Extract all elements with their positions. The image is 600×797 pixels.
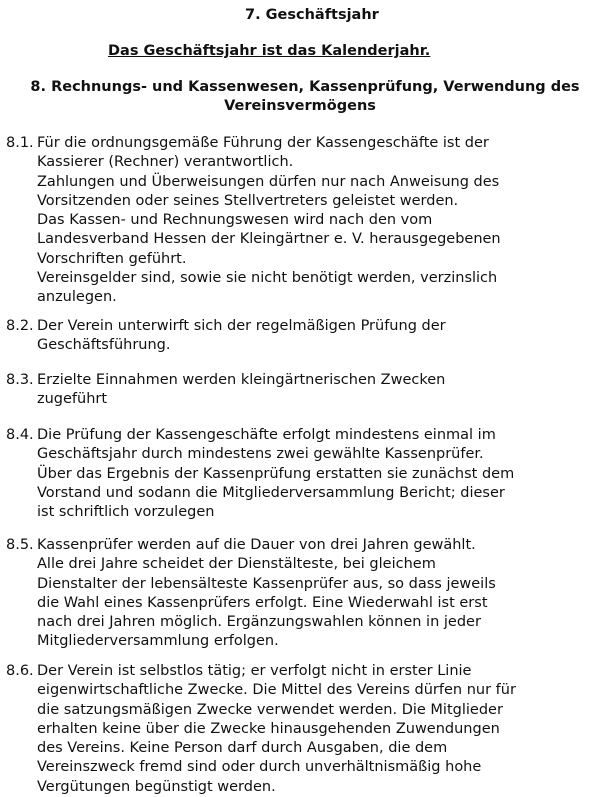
section-8-title-line-1: 8. Rechnungs- und Kassenwesen, Kassenprüfung, Verwendung des [30, 79, 580, 95]
clause-line: Geschäftsjahr durch mindestens zwei gewählte Kassenprüfer. [37, 446, 484, 463]
clause-line: Vorsitzenden oder seines Stellvertreters geleistet werden. [37, 192, 459, 209]
clause-line: erhalten keine über die Zwecke hinausgehenden Zuwendungen [37, 720, 500, 737]
clause-line: die Wahl eines Kassenprüfers erfolgt. Eine Wiederwahl ist erst [37, 594, 488, 611]
clause-8-2 [6, 317, 598, 356]
clause-line: Kassierer (Rechner) verantwortlich. [37, 154, 294, 171]
section-8-title-line-2: Vereinsvermögens [224, 98, 376, 114]
clause-line: Über das Ergebnis der Kassenprüfung erstatten sie zunächst dem [37, 465, 515, 482]
clause-number: 8.6. [6, 663, 34, 679]
clause-line: Zahlungen und Überweisungen dürfen nur nach Anweisung des [37, 173, 500, 190]
clause-line: Vereinsgelder sind, sowie sie nicht benötigt werden, verzinslich [37, 270, 498, 287]
clause-line: Für die ordnungsgemäße Führung der Kassengeschäfte ist der [37, 135, 489, 151]
clause-8-4 [6, 426, 598, 522]
clause-line: nach drei Jahren möglich. Ergänzungswahlen können in jeder [37, 614, 481, 631]
clause-line: Die Prüfung der Kassengeschäfte erfolgt mindestens einmal im [37, 427, 496, 443]
clause-line: Der Verein unterwirft sich der regelmäßigen Prüfung der [37, 318, 446, 334]
clause-line: Vergütungen begünstigt werden. [37, 778, 276, 795]
clause-line: ist schriftlich vorzulegen [37, 504, 215, 521]
clause-line: Vorstand und sodann die Mitgliederversammlung Bericht; dieser [37, 484, 505, 501]
clause-8-3 [6, 371, 598, 410]
clause-line: Vereinszweck fremd sind oder durch unverhältnismäßig hohe [37, 759, 482, 776]
clause-line: Dienstalter der lebensälteste Kassenprüfer aus, so dass jeweils [37, 575, 496, 592]
clause-line: zugeführt [37, 391, 108, 408]
clause-line: des Vereins. Keine Person darf durch Ausgaben, die dem [37, 740, 448, 757]
section-8-heading [0, 78, 600, 116]
clause-line: eigenwirtschaftliche Zwecke. Die Mittel des Vereins dürfen nur für [37, 682, 516, 699]
section-7-title: 7. Geschäftsjahr [245, 7, 379, 23]
clause-line: Mitgliederversammlung erfolgen. [37, 633, 279, 650]
clause-8-6 [6, 662, 598, 797]
clause-number: 8.5. [6, 537, 34, 553]
clause-line: Kassenprüfer werden auf die Dauer von drei Jahren gewählt. [37, 537, 476, 553]
clause-line: Alle drei Jahre scheidet der Dienstälteste, bei gleichem [37, 556, 436, 573]
clause-line: Erzielte Einnahmen werden kleingärtnerischen Zwecken [37, 372, 446, 388]
clause-8-5 [6, 536, 598, 652]
clause-line: Geschäftsführung. [37, 337, 171, 354]
clause-line: Vorschriften geführt. [37, 250, 187, 267]
clause-number: 8.4. [6, 427, 34, 443]
section-7-statement: Das Geschäftsjahr ist das Kalenderjahr. [108, 43, 431, 59]
clause-line: Das Kassen- und Rechnungswesen wird nach den vom [37, 212, 433, 229]
clause-line: Landesverband Hessen der Kleingärtner e. V. herausgegebenen [37, 231, 501, 248]
clause-line: die satzungsmäßigen Zwecke verwendet werden. Die Mitglieder [37, 701, 503, 718]
clause-8-1 [6, 134, 598, 308]
clause-line: Der Verein ist selbstlos tätig; er verfolgt nicht in erster Linie [37, 663, 472, 679]
clause-number: 8.2. [6, 318, 34, 334]
clause-line: anzulegen. [37, 289, 117, 306]
clause-number: 8.1. [6, 135, 34, 151]
clause-number: 8.3. [6, 372, 34, 388]
